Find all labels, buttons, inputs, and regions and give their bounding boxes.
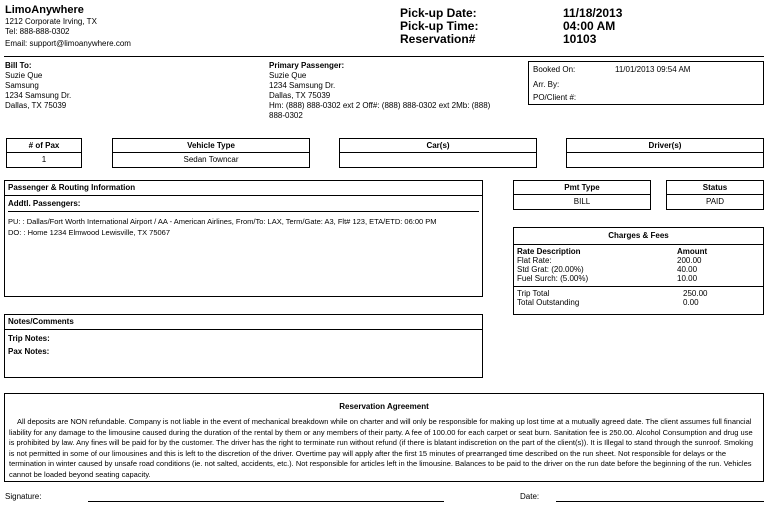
pickup-date-label: Pick-up Date: [400,6,477,20]
passenger-line: Dallas, TX 75039 [269,91,331,100]
notes-title: Notes/Comments [5,315,482,330]
booking-box [528,61,764,105]
cars-box [339,138,537,168]
status-value: PAID [705,197,725,206]
reservation-label: Reservation# [400,32,476,46]
routing-title: Passenger & Routing Information [5,181,482,196]
addtl-passengers-label: Addtl. Passengers: [8,199,81,208]
company-email: Email: support@limoanywhere.com [5,39,131,48]
outstanding-value: 0.00 [683,298,699,307]
passenger-line: 888-0302 [269,111,303,120]
pax-box [6,138,82,168]
vehicle-label: Vehicle Type [113,139,309,153]
charge-desc: Std Grat: (20.00%) [517,265,584,274]
booked-on-value: 11/01/2013 09:54 AM [615,65,691,74]
header-divider [4,56,764,57]
pickup-block [400,7,622,46]
company-block [5,4,131,49]
reservation-number: 10103 [563,32,597,46]
charges-title: Charges & Fees [514,228,763,245]
signature-label: Signature: [5,492,42,501]
drivers-label: Driver(s) [567,139,763,153]
pickup-time-value: 04:00 AM [563,19,616,33]
amount-header: Amount [677,247,708,256]
date-label: Date: [520,492,540,501]
pmt-type-box [513,180,651,210]
trip-notes-label: Trip Notes: [8,334,50,343]
po-client-label: PO/Client #: [533,93,577,102]
agreement-title: Reservation Agreement [339,402,429,411]
date-line[interactable] [556,501,764,502]
trip-total-label: Trip Total [517,289,550,298]
company-tel: Tel: 888-888-0302 [5,27,70,36]
company-name: LimoAnywhere [5,4,84,16]
bill-to-line: Samsung [5,81,39,90]
rate-desc-header: Rate Description [517,247,581,256]
passenger-line: 1234 Samsung Dr. [269,81,336,90]
drivers-box [566,138,764,168]
outstanding-label: Total Outstanding [517,298,580,307]
pax-notes-label: Pax Notes: [8,347,50,356]
vehicle-value: Sedan Towncar [183,155,239,164]
status-box [666,180,764,210]
charge-desc: Fuel Surch: (5.00%) [517,274,589,283]
agreement-text: All deposits are NON refundable. Company is not liable in the event of mechanical breakdown while on charter and will only be responsible for making up lost time at a mutually agreed date. The client assumes full financial liability for any damage to the limousine caused during the duration of the rental by them or any members of their party. A fee of 100.00 for each carpet or seat burn. Sanitation fee is 250.00. Alcohol Consumption and drug use is prohibited by law. Any fines will be paid for by the customer. The driver has the right to terminate run without refund (if there is blatant indiscretion on the part of the client(s)). It is Illegal to stand through the sunroof. Smoking is not permitted in some of our limousines and this is left to the discretion of the driver. Overtime pay will apply after the first 15 minutes of prearranged time described on the run sheet. Not responsible for delays or the termination in winter caused by unsafe road conditions (ie. not salted, accidents, etc.). Not responsible for articles left in the limousine. Balances to be paid to the driver on the run date before the beginning of the run. Vehicles cannot be loaded beyond seating capacity. [9,417,754,479]
bill-to-line: Suzie Que [5,71,43,80]
pickup-route: PU: : Dallas/Fort Worth International Airport / AA - American Airlines, From/To: LAX, Term/Gate: A3, Flt# 123, ETA/ETD: 06:00 PM [8,217,437,226]
bill-to-title: Bill To: [5,61,32,70]
cars-label: Car(s) [340,139,536,153]
agreement-box [4,393,764,482]
charge-amount: 200.00 [677,256,702,265]
dropoff-route: DO: : Home 1234 Elmwood Lewisville, TX 75067 [8,228,171,237]
bill-to-block [5,61,71,111]
pickup-date-value: 11/18/2013 [563,6,623,20]
bill-to-line: Dallas, TX 75039 [5,101,67,110]
passenger-line: Hm: (888) 888-0302 ext 2 Off#: (888) 888-0302 ext 2Mb: (888) [269,101,491,110]
passenger-line: Suzie Que [269,71,307,80]
routing-box [4,180,483,297]
company-address: 1212 Corporate Irving, TX [5,17,97,26]
charge-amount: 10.00 [677,274,698,283]
charge-desc: Flat Rate: [517,256,552,265]
pmt-type-label: Pmt Type [514,181,650,195]
primary-passenger-block [269,61,509,121]
trip-total-value: 250.00 [683,289,708,298]
pmt-type-value: BILL [573,197,591,206]
primary-passenger-title: Primary Passenger: [269,61,345,70]
signature-line[interactable] [88,501,444,502]
charge-amount: 40.00 [677,265,698,274]
pickup-time-label: Pick-up Time: [400,19,479,33]
charges-box [513,227,764,315]
pax-value: 1 [41,155,47,164]
booked-on-label: Booked On: [533,65,576,74]
notes-box [4,314,483,378]
pax-label: # of Pax [7,139,81,153]
status-label: Status [667,181,763,195]
vehicle-box [112,138,310,168]
bill-to-line: 1234 Samsung Dr. [5,91,72,100]
arr-by-label: Arr. By: [533,80,560,89]
